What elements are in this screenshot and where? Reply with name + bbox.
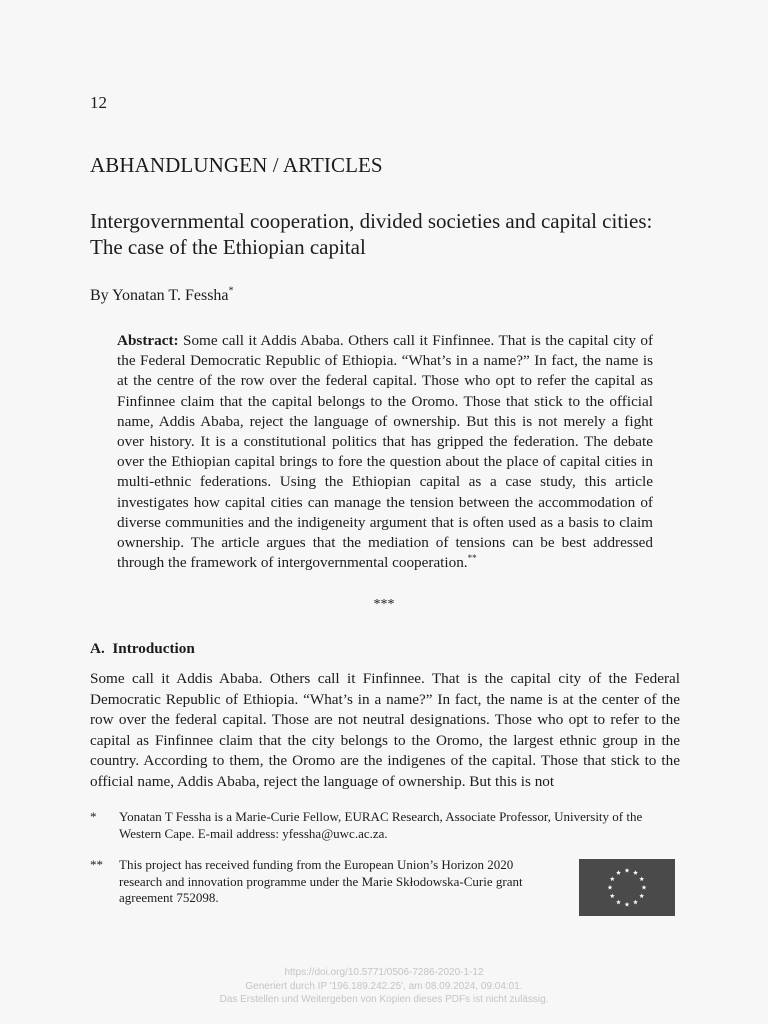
footnote-2-marker: ** [90,857,103,872]
eu-flag-star [610,893,615,898]
footnote-2-text: This project has received funding from the European Union’s Horizon 2020 research and innovation programme under the Marie Skłodowska-Curie grant agreement 752098. [119,857,523,905]
download-watermark [0,966,768,1007]
author-footnote-marker: * [228,285,234,297]
page-number: 12 [90,93,107,112]
eu-flag-star [639,893,644,898]
eu-flag-star [633,900,638,905]
eu-flag-star [639,876,644,881]
eu-flag-icon [579,859,675,916]
eu-flag-star [625,868,630,873]
eu-flag-star [633,870,638,875]
footnote-2 [90,857,550,907]
eu-flag-star [616,900,621,905]
introduction-heading: A. Introduction [90,640,195,657]
section-separator [0,597,768,613]
author-prefix: By [90,287,109,304]
eu-flag-star [625,902,630,907]
separator-stars: *** [373,597,395,612]
section-heading: ABHANDLUNGEN / ARTICLES [90,153,383,177]
eu-flag-star [610,876,615,881]
author-name: Yonatan T. Fessha [112,287,229,304]
abstract-text: Some call it Addis Ababa. Others call it Finfinnee. That is the capital city of the Federal Democratic Republic of Ethiopia. “What’s in a name?” In fact, the name is at the centre of the row over the federal capital. Those who opt to refer the capital as Finfinnee claim that the capital belongs to the Oromo. Those that stick to the official name, Addis Ababa, reject the language of ownership. But this is not merely a fight over history. It is a constitutional politics that has gripped the federation. The debate over the Ethiopian capital brings to fore the question about the place of capital cities in multi-ethnic federations. Using the Ethiopian capital as a case study, this article investigates how capital cities can manage the tension between the accommodation of diverse communities and the indigeneity argument that is often used as a basis to claim ownership. The article argues that the mediation of tensions can be best addressed through the framework of intergovernmental cooperation. [117,332,654,572]
eu-flag-star [608,885,613,890]
watermark-doi: https://doi.org/10.5771/0506-7286-2020-1-12 [284,967,484,978]
eu-flag-star [616,870,621,875]
abstract-footnote-marker: ** [467,553,477,564]
eu-flag-star [642,885,647,890]
abstract-label: Abstract: [117,332,179,349]
introduction-text: Some call it Addis Ababa. Others call it Finfinnee. That is the capital city of the Federal Democratic Republic of Ethiopia. “What’s in a name?” In fact, the name is at the center of the row over the federal capital. Those are not neutral designations. Those who opt to refer to the capital as Finfinnee claim that the city belongs to the Oromo, the largest ethnic group in the country. According to them, the Oromo are the indigenes of the capital. Those that stick to the official name, Addis Ababa, reject the language of ownership. But this is not [90,670,680,790]
footnote-1-text: Yonatan T Fessha is a Marie-Curie Fellow, EURAC Research, Associate Professor, University of the Western Cape. E-mail address: yfessha@uwc.ac.za. [119,809,643,841]
watermark-generated: Generiert durch IP '196.189.242.25', am 08.09.2024, 09:04:01. [245,980,523,992]
watermark-copy-notice: Das Erstellen und Weitergeben von Kopien dieses PDFs ist nicht zulässig. [219,994,549,1005]
abstract [117,331,653,573]
footnote-1 [90,809,680,842]
article-title: Intergovernmental cooperation, divided societies and capital cities: The case of the Ethiopian capital [90,209,653,259]
footnote-1-marker: * [90,809,97,824]
author-line [90,287,234,305]
